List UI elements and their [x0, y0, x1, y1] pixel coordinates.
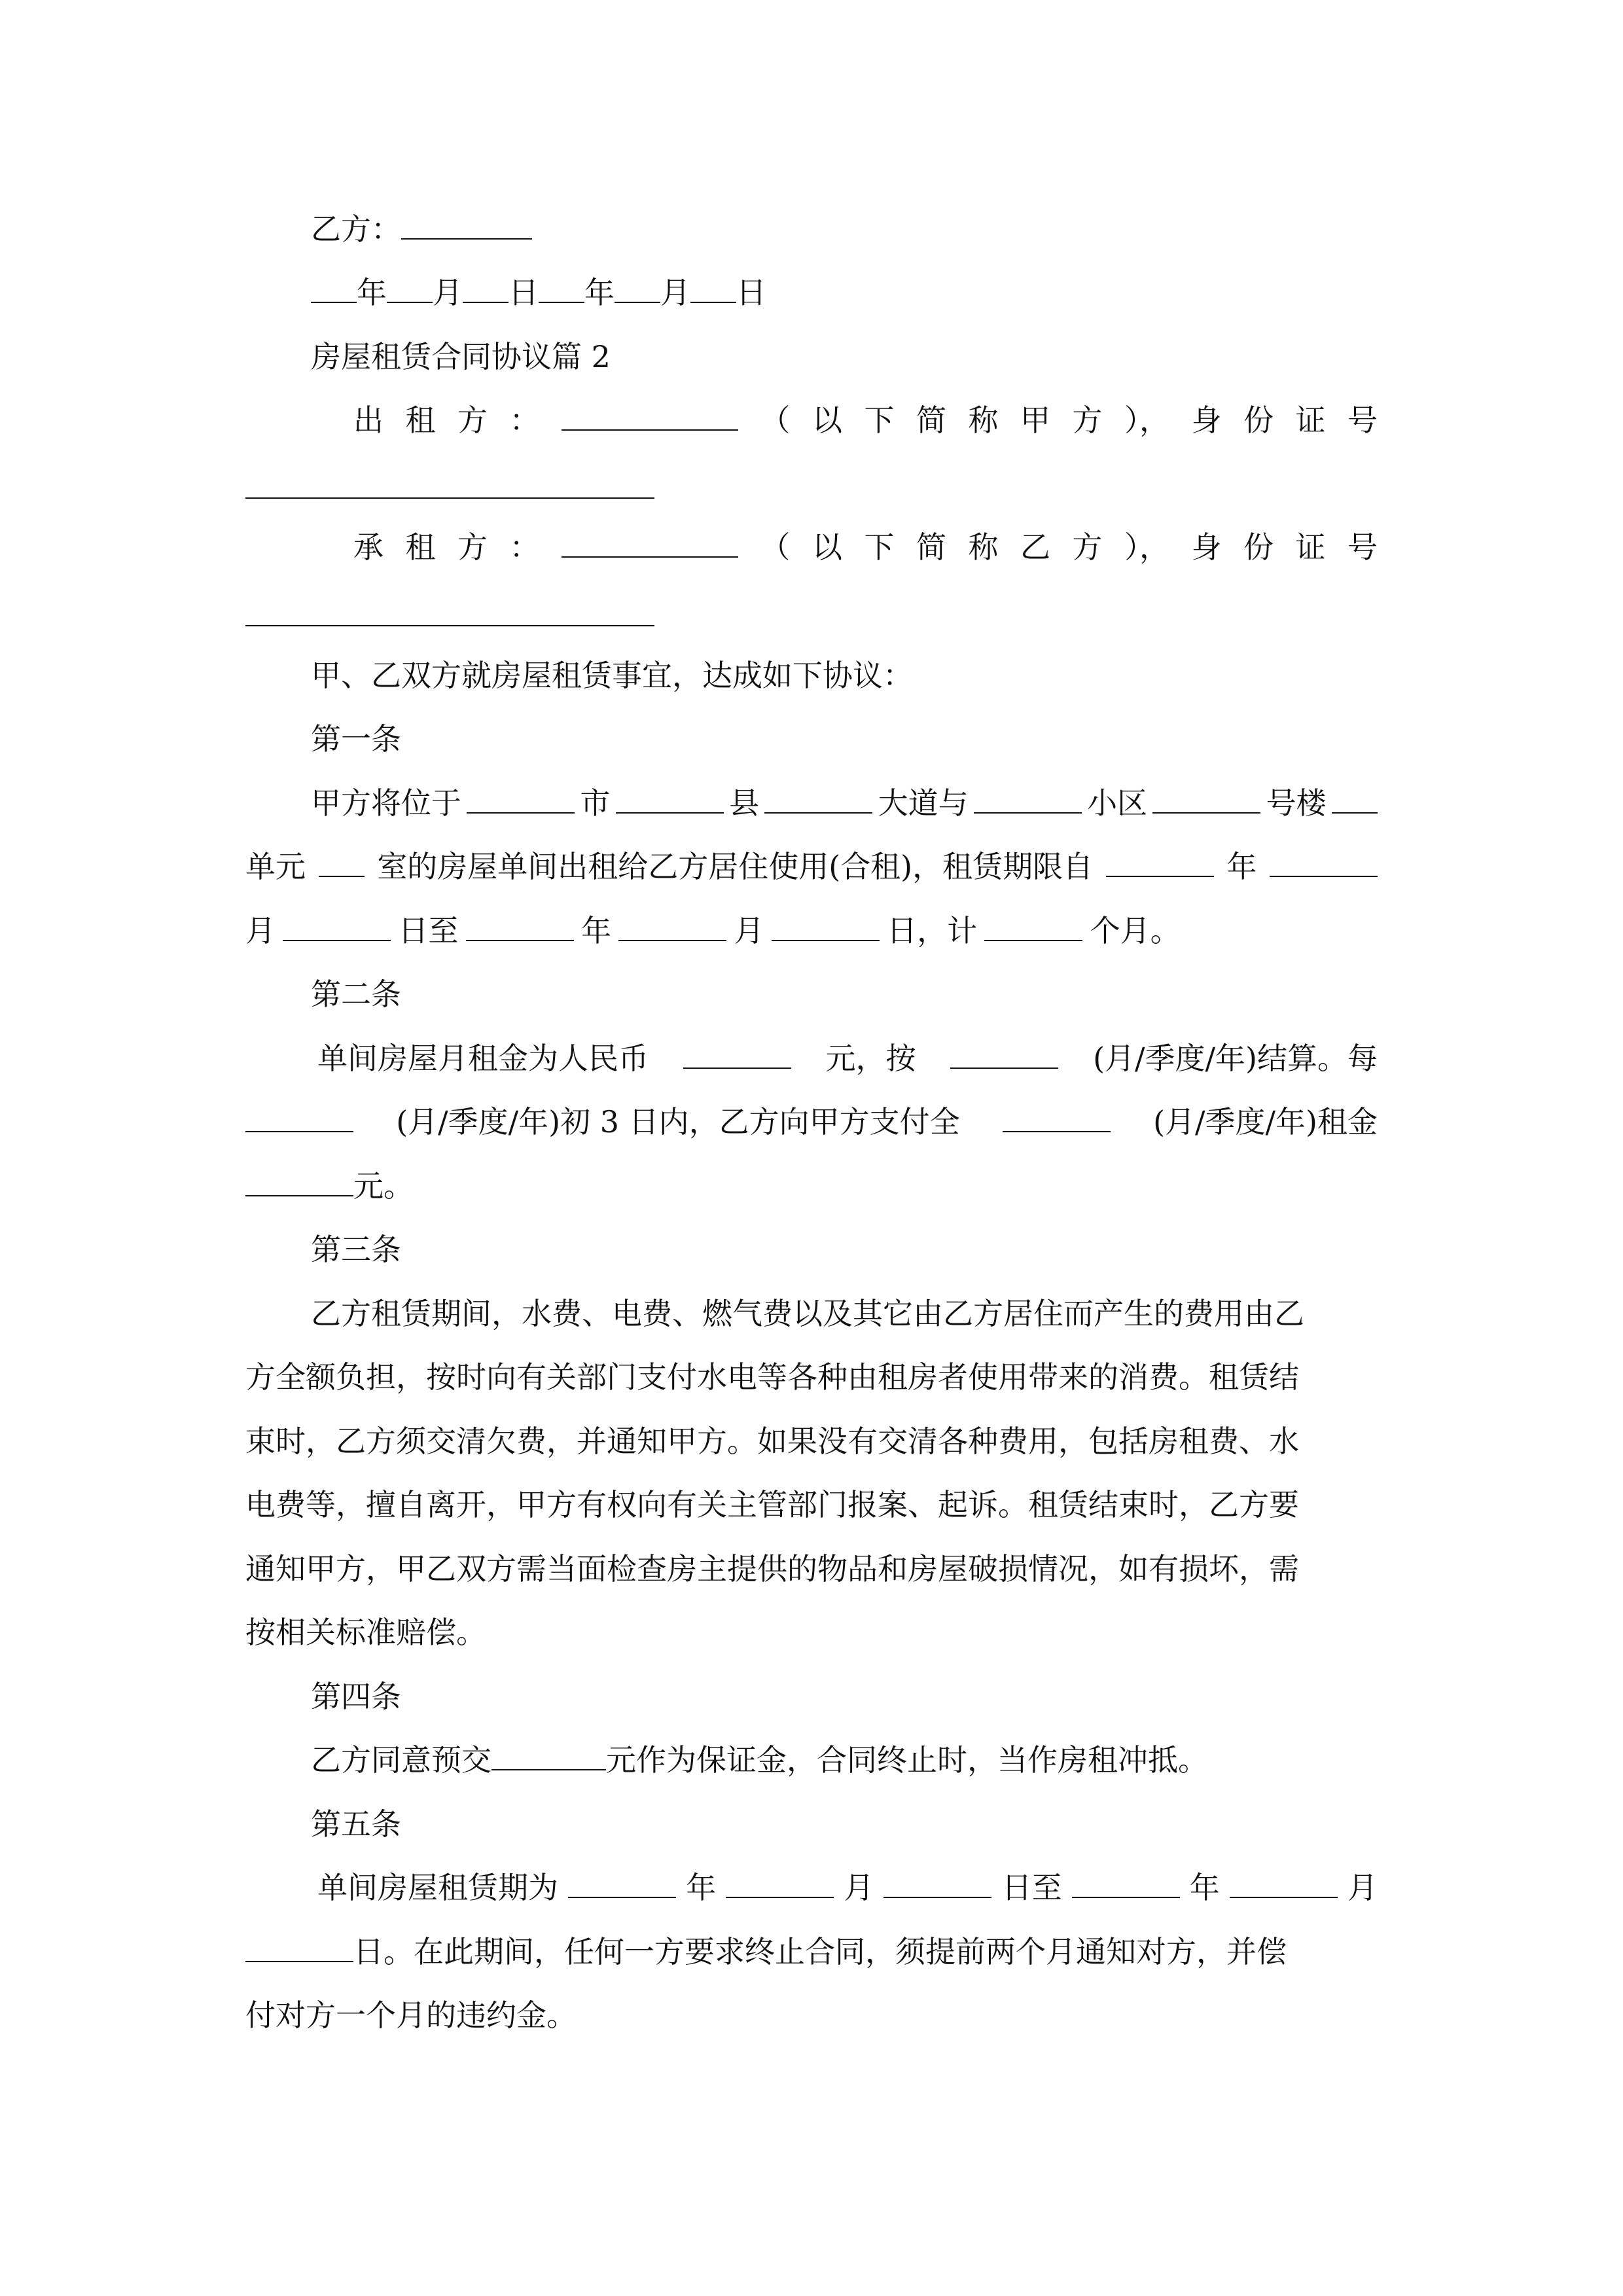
- article-1-title: 第一条: [311, 721, 401, 757]
- lessee-char: 身: [1191, 529, 1222, 565]
- text-run: (月/季度/年)租金: [1153, 1104, 1378, 1139]
- text-run: 月: [844, 1870, 874, 1905]
- blank-field[interactable]: [491, 1742, 606, 1770]
- blank-field[interactable]: [683, 1040, 791, 1069]
- blank-field[interactable]: [618, 912, 726, 941]
- lessee-char: 方: [1072, 529, 1103, 565]
- article-4-title: 第四条: [311, 1679, 401, 1714]
- blank-field[interactable]: [245, 1168, 353, 1196]
- lessor-char: 甲: [1020, 403, 1050, 438]
- blank-field[interactable]: [1230, 1869, 1338, 1898]
- date-line: [311, 274, 1378, 311]
- lessee-char: 承: [353, 529, 383, 565]
- blank-field[interactable]: [1072, 1869, 1180, 1898]
- lessee-char: 下: [864, 529, 895, 565]
- text-run: 日，计: [887, 913, 978, 948]
- article-1-line-1: [311, 785, 1378, 821]
- blank-field[interactable]: [319, 848, 365, 877]
- blank-field[interactable]: [726, 1869, 834, 1898]
- lessor-char: 下: [864, 403, 895, 438]
- blank-field[interactable]: [984, 912, 1082, 941]
- party-b-line: [311, 211, 1378, 247]
- lessor-name-field[interactable]: [562, 402, 738, 431]
- date-month-label: 月: [660, 275, 690, 310]
- text-run: 元，按: [825, 1041, 916, 1076]
- text-run: 月: [734, 913, 764, 948]
- blank-field[interactable]: [539, 274, 584, 303]
- text-run: 单间房屋月租金为人民币: [317, 1041, 649, 1076]
- text-run: 元作为保证金，合同终止时，当作房租冲抵。: [606, 1742, 1208, 1778]
- blank-field[interactable]: [463, 274, 508, 303]
- article-1-line-3: [245, 912, 1378, 949]
- blank-field[interactable]: [772, 912, 880, 941]
- article-2-line-3: [245, 1168, 1378, 1204]
- blank-field[interactable]: [311, 274, 357, 303]
- lessor-char: 份: [1243, 403, 1274, 438]
- text-run: 日至: [398, 913, 459, 948]
- article-4-line-1: [311, 1742, 1378, 1778]
- blank-field[interactable]: [245, 1933, 353, 1962]
- lessee-line: [353, 529, 1378, 565]
- article-1-line-2: [245, 848, 1378, 885]
- text-run: 月: [245, 913, 276, 948]
- lessor-char: 身: [1191, 403, 1222, 438]
- lessee-char: 租: [405, 529, 436, 565]
- blank-field[interactable]: [615, 274, 660, 303]
- date-year-label: 年: [357, 275, 387, 310]
- blank-field[interactable]: [568, 1869, 676, 1898]
- article-3-line: 乙方租赁期间，水费、电费、燃气费以及其它由乙方居住而产生的费用由乙: [311, 1296, 1304, 1331]
- lessee-char: 称: [968, 529, 999, 565]
- lessee-char: 以: [812, 529, 842, 565]
- lessor-char: ：: [509, 403, 540, 438]
- lessee-char: 方: [457, 529, 488, 565]
- lessee-char: 简: [916, 529, 946, 565]
- text-run: 个月。: [1090, 913, 1181, 948]
- blank-field[interactable]: [974, 785, 1082, 814]
- lessee-char: （: [760, 529, 791, 565]
- blank-field[interactable]: [467, 785, 575, 814]
- blank-field[interactable]: [1003, 1103, 1111, 1132]
- text-run: 乙方同意预交: [311, 1742, 491, 1778]
- text-run: 号楼: [1266, 785, 1327, 821]
- article-2-line-2: [245, 1103, 1378, 1140]
- text-run: 室的房屋单间出租给乙方居住使用(合租)，租赁期限自: [377, 849, 1094, 884]
- lessor-char: 简: [916, 403, 946, 438]
- blank-field[interactable]: [245, 1103, 353, 1132]
- blank-field[interactable]: [1332, 785, 1378, 814]
- blank-field[interactable]: [283, 912, 391, 941]
- blank-field[interactable]: [1270, 848, 1378, 877]
- lessee-id-field[interactable]: [245, 625, 654, 626]
- party-b-label: 乙方：: [311, 211, 401, 247]
- section-title: 房屋租赁合同协议篇 2: [311, 339, 611, 374]
- text-run: 甲方将位于: [311, 785, 461, 821]
- blank-field[interactable]: [883, 1869, 991, 1898]
- article-3-line: 束时，乙方须交清欠费，并通知甲方。如果没有交清各种费用，包括房租费、水: [245, 1424, 1299, 1459]
- text-run: 县: [729, 785, 760, 821]
- blank-field[interactable]: [1106, 848, 1214, 877]
- lessor-char: 方: [457, 403, 488, 438]
- article-5-title: 第五条: [311, 1806, 401, 1842]
- lessee-char: 证: [1295, 529, 1326, 565]
- text-run: 单间房屋租赁期为: [317, 1870, 558, 1905]
- article-2-title: 第二条: [311, 977, 401, 1012]
- lessor-char: 出: [353, 403, 383, 438]
- lessee-name-field[interactable]: [562, 529, 738, 558]
- lessor-char: 以: [812, 403, 842, 438]
- lessor-char: 证: [1295, 403, 1326, 438]
- text-run: 月: [1347, 1870, 1378, 1905]
- lessor-char: 租: [405, 403, 436, 438]
- blank-field[interactable]: [466, 912, 574, 941]
- blank-field[interactable]: [401, 211, 532, 240]
- text-run: 小区: [1087, 785, 1148, 821]
- date-day-label: 日: [508, 275, 539, 310]
- article-5-line-1: [317, 1869, 1378, 1906]
- lessee-char: 号: [1347, 529, 1378, 565]
- lessor-char: 称: [968, 403, 999, 438]
- article-5-line-2: [245, 1933, 1378, 1970]
- intro-paragraph: 甲、乙双方就房屋租赁事宜，达成如下协议：: [311, 658, 913, 693]
- text-run: 元。: [353, 1168, 414, 1204]
- date-day-label: 日: [736, 275, 766, 310]
- lessor-char: 号: [1347, 403, 1378, 438]
- lessee-char: 份: [1243, 529, 1274, 565]
- blank-field[interactable]: [950, 1040, 1058, 1069]
- blank-field[interactable]: [387, 274, 433, 303]
- text-run: 市: [580, 785, 611, 821]
- blank-field[interactable]: [616, 785, 724, 814]
- text-run: 日。在此期间，任何一方要求终止合同，须提前两个月通知对方，并偿: [353, 1934, 1287, 1969]
- article-3-line: 电费等，擅自离开，甲方有权向有关主管部门报案、起诉。租赁结束时，乙方要: [245, 1487, 1299, 1522]
- text-run: 年: [686, 1870, 717, 1905]
- lessee-char: 乙: [1020, 529, 1050, 565]
- text-run: 年: [581, 913, 612, 948]
- blank-field[interactable]: [1152, 785, 1260, 814]
- article-3-line: 通知甲方，甲乙双方需当面检查房主提供的物品和房屋破损情况，如有损坏，需: [245, 1551, 1299, 1587]
- text-run: 大道与: [878, 785, 969, 821]
- lessee-char: ：: [509, 529, 540, 565]
- blank-field[interactable]: [690, 274, 736, 303]
- lessor-id-field[interactable]: [245, 497, 654, 499]
- article-3-line: 按相关标准赔偿。: [245, 1615, 486, 1650]
- lessee-char: ），: [1124, 529, 1169, 565]
- text-run: 日至: [1001, 1870, 1062, 1905]
- date-year-label: 年: [584, 275, 615, 310]
- article-3-line: 方全额负担，按时向有关部门支付水电等各种由租房者使用带来的消费。租赁结: [245, 1359, 1299, 1395]
- blank-field[interactable]: [764, 785, 872, 814]
- article-5-line-3: 付对方一个月的违约金。: [245, 1998, 577, 2033]
- lessor-char: 方: [1072, 403, 1103, 438]
- text-run: 年: [1189, 1870, 1220, 1905]
- date-month-label: 月: [433, 275, 463, 310]
- lessor-line: [353, 402, 1378, 439]
- lessor-char: （: [760, 403, 791, 438]
- text-run: (月/季度/年)结算。每: [1093, 1041, 1378, 1076]
- lessor-char: ），: [1124, 403, 1169, 438]
- article-2-line-1: [317, 1040, 1378, 1077]
- article-3-title: 第三条: [311, 1232, 401, 1267]
- text-run: 年: [1226, 849, 1257, 884]
- text-run: (月/季度/年)初 3 日内，乙方向甲方支付全: [396, 1104, 960, 1139]
- text-run: 单元: [245, 849, 306, 884]
